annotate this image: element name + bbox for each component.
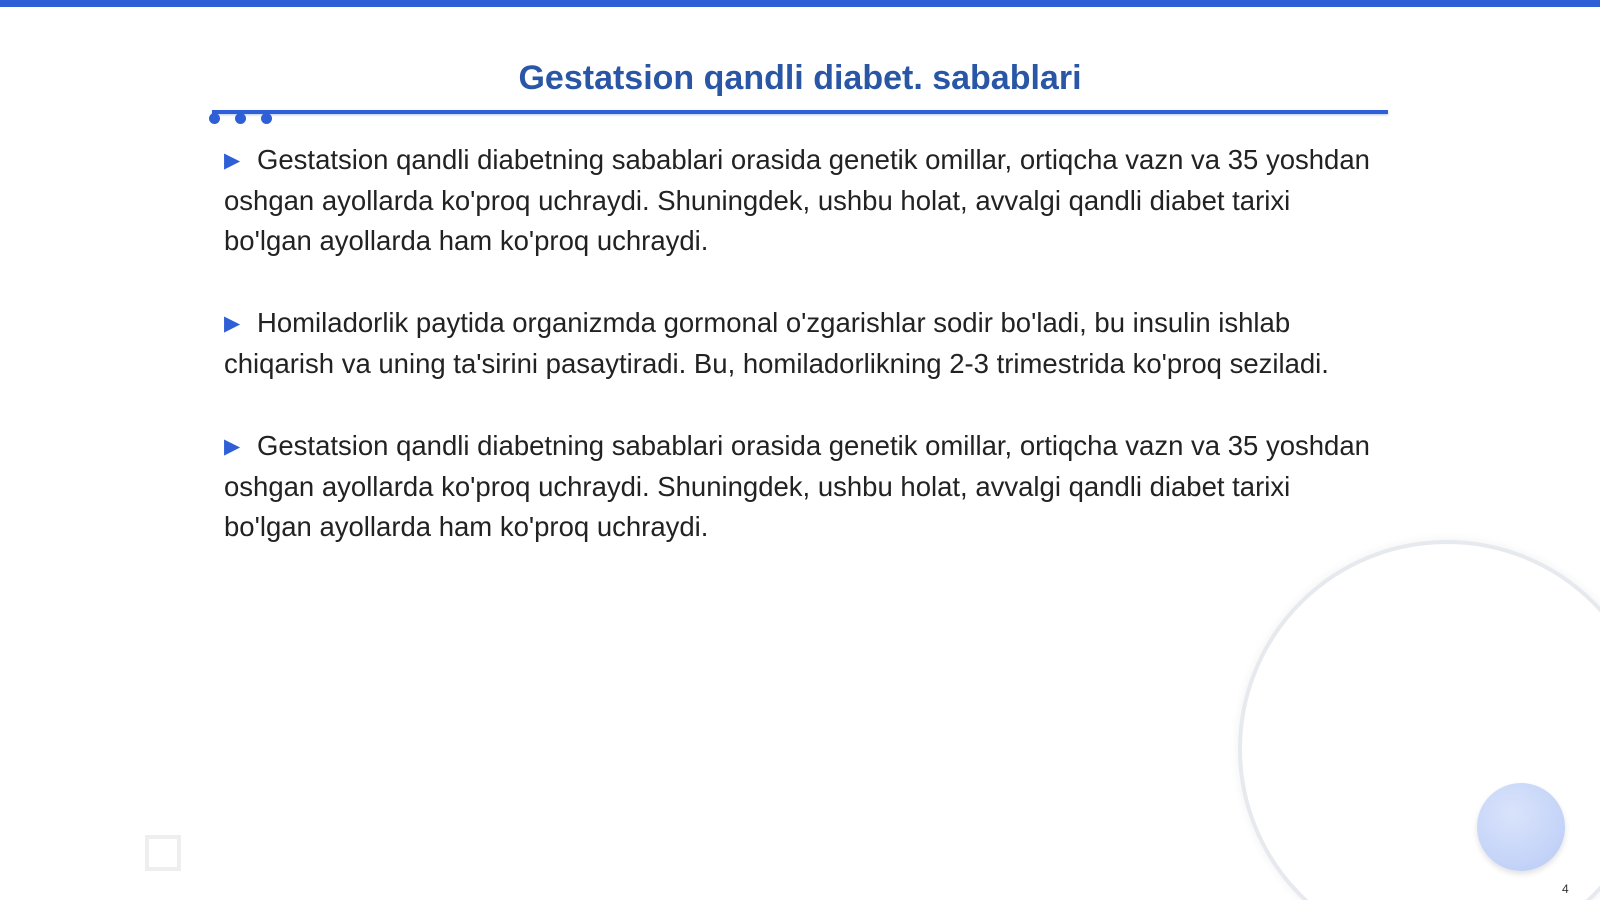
bullet-text-3: Gestatsion qandli diabetning sabablari orasida genetik omillar, ortiqcha vazn va 35 yoshdan oshgan ayollarda ko'proq uchraydi. Shuningdek, ushbu holat, avvalgi qandli diabet tarixi bo'lgan ayollarda ham ko'proq uchraydi. [224,430,1370,542]
bullet-item-1 [224,140,1374,261]
triangle-bullet-icon: ▶ [224,312,241,335]
title-underline [212,110,1388,114]
top-accent-bar [0,0,1600,7]
bullet-list [224,140,1374,589]
page-number: 4 [1562,882,1569,896]
bullet-text-2: Homiladorlik paytida organizmda gormonal o'zgarishlar sodir bo'ladi, bu insulin ishlab chiqarish va uning ta'sirini pasaytiradi. Bu, homiladorlikning 2-3 trimestrida ko'proq seziladi. [224,307,1329,379]
bullet-text-1: Gestatsion qandli diabetning sabablari orasida genetik omillar, ortiqcha vazn va 35 yoshdan oshgan ayollarda ko'proq uchraydi. Shuningdek, ushbu holat, avvalgi qandli diabet tarixi bo'lgan ayollarda ham ko'proq uchraydi. [224,144,1370,256]
slide-title: Gestatsion qandli diabet. sabablari [518,59,1082,97]
triangle-bullet-icon: ▶ [224,435,241,458]
underline-dot-3 [261,113,272,124]
decorative-blue-circle [1477,783,1565,871]
decorative-square [145,835,181,871]
underline-dot-2 [235,113,246,124]
underline-dot-1 [209,113,220,124]
bullet-item-3 [224,426,1374,547]
triangle-bullet-icon: ▶ [224,149,241,172]
bullet-item-2 [224,303,1374,384]
